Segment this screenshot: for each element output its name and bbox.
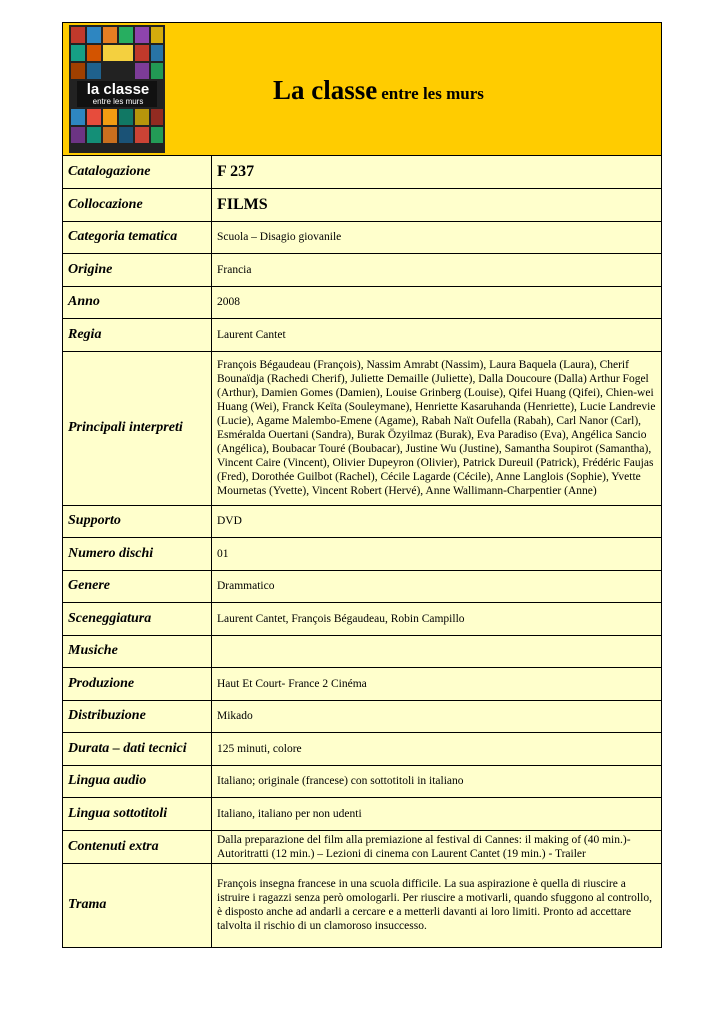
field-label: Produzione <box>63 667 212 700</box>
page-title <box>273 75 484 106</box>
title-main: La classe <box>273 75 378 105</box>
field-value: Mikado <box>212 700 662 732</box>
table-row <box>63 351 661 505</box>
table-row <box>63 635 661 667</box>
field-label: Contenuti extra <box>63 830 212 863</box>
field-value: Laurent Cantet <box>212 318 662 351</box>
field-label: Lingua sottotitoli <box>63 797 212 830</box>
table-row <box>63 732 661 765</box>
field-value: 125 minuti, colore <box>212 732 662 765</box>
field-value: 01 <box>212 537 662 570</box>
field-label: Supporto <box>63 505 212 537</box>
table-row <box>63 318 661 351</box>
table-row <box>63 253 661 286</box>
field-value: Italiano, italiano per non udenti <box>212 797 662 830</box>
table-row <box>63 700 661 732</box>
field-value <box>212 635 662 667</box>
field-value: François Bégaudeau (François), Nassim Amrabt (Nassim), Laura Baquela (Laura), Cherif Bounaïdja (Rachedi Cherif), Juliette Demaille (Juliette), Dalla Doucoure (Dalla) Arthur Fogel (Arthur), Damien Gomes (Damien), Louise Grinberg (Louise), Qifei Huang (Qifei), Chien-wei Huang (Wei), Franck Keïta (Souleymane), Henriette Kasaruhanda (Henriette), Lucie Landrevie (Lucie), Agame Malembo-Emene (Agame), Rabah Naït Oufella (Rabah), Carl Nanor (Carl), Esméralda Ouertani (Sandra), Burak Özyilmaz (Burak), Eva Paradiso (Eva), Angélica Sancio (Angélica), Boubacar Touré (Boubacar), Justine Wu (Justine), Samantha Soupirot (Samantha), Vincent Caire (Vincent), Olivier Dupeyron (Olivier), Patrick Dureuil (Patrick), Frédéric Faujas (Fred), Dorothée Guilbot (Rachel), Cécile Lagarde (Cécile), Anne Langlois (Sophie), Yvette Mournetas (Yvette), Vincent Robert (Hervé), Anne Wallimann-Charpentier (Anne) <box>212 351 662 505</box>
table-row <box>63 188 661 221</box>
field-label: Distribuzione <box>63 700 212 732</box>
table-row <box>63 156 661 188</box>
field-value: Italiano; originale (francese) con sottotitoli in italiano <box>212 765 662 797</box>
table-row <box>63 537 661 570</box>
field-value: Scuola – Disagio giovanile <box>212 221 662 253</box>
header-banner <box>63 23 661 156</box>
title-subtitle: entre les murs <box>381 84 484 103</box>
field-label: Anno <box>63 286 212 318</box>
field-label: Durata – dati tecnici <box>63 732 212 765</box>
field-label: Principali interpreti <box>63 351 212 505</box>
table-row <box>63 797 661 830</box>
field-value: Dalla preparazione del film alla premiazione al festival di Cannes: il making of (40 min.)- Autoritratti (12 min.) – Lezioni di cinema con Laurent Cantet (19 min.) - Trailer <box>212 830 662 863</box>
poster-subtitle: entre les murs <box>92 97 144 106</box>
field-label: Catalogazione <box>63 156 212 188</box>
field-value: Haut Et Court- France 2 Cinéma <box>212 667 662 700</box>
field-label: Lingua audio <box>63 765 212 797</box>
table-row <box>63 286 661 318</box>
field-label: Origine <box>63 253 212 286</box>
table-row <box>63 667 661 700</box>
field-label: Collocazione <box>63 188 212 221</box>
field-value: DVD <box>212 505 662 537</box>
field-value: Drammatico <box>212 570 662 602</box>
field-label: Musiche <box>63 635 212 667</box>
field-label: Regia <box>63 318 212 351</box>
table-row <box>63 765 661 797</box>
movie-poster-image <box>69 25 165 153</box>
table-row <box>63 602 661 635</box>
film-info-table <box>63 156 661 947</box>
field-value: Francia <box>212 253 662 286</box>
film-record-card <box>62 22 662 948</box>
table-row <box>63 570 661 602</box>
table-row <box>63 863 661 947</box>
field-label: Trama <box>63 863 212 947</box>
field-value: Laurent Cantet, François Bégaudeau, Robin Campillo <box>212 602 662 635</box>
field-value: F 237 <box>217 162 255 180</box>
table-row <box>63 505 661 537</box>
poster-title: la classe <box>86 81 150 98</box>
table-row <box>63 830 661 863</box>
field-label: Numero dischi <box>63 537 212 570</box>
field-label: Genere <box>63 570 212 602</box>
field-value: FILMS <box>212 188 662 221</box>
field-label: Sceneggiatura <box>63 602 212 635</box>
field-label: Categoria tematica <box>63 221 212 253</box>
field-value: François insegna francese in una scuola difficile. La sua aspirazione è quella di riuscire a istruire i ragazzi senza però omologarli. Per riuscire a motivarli, quando sfuggono al controllo, è disposto anche ad andarli a cercare e a metterli davanti ai loro limiti. Pronto ad accettare talvolta il rischio di un clamoroso insuccesso. <box>212 863 662 947</box>
field-value: 2008 <box>212 286 662 318</box>
table-row <box>63 221 661 253</box>
